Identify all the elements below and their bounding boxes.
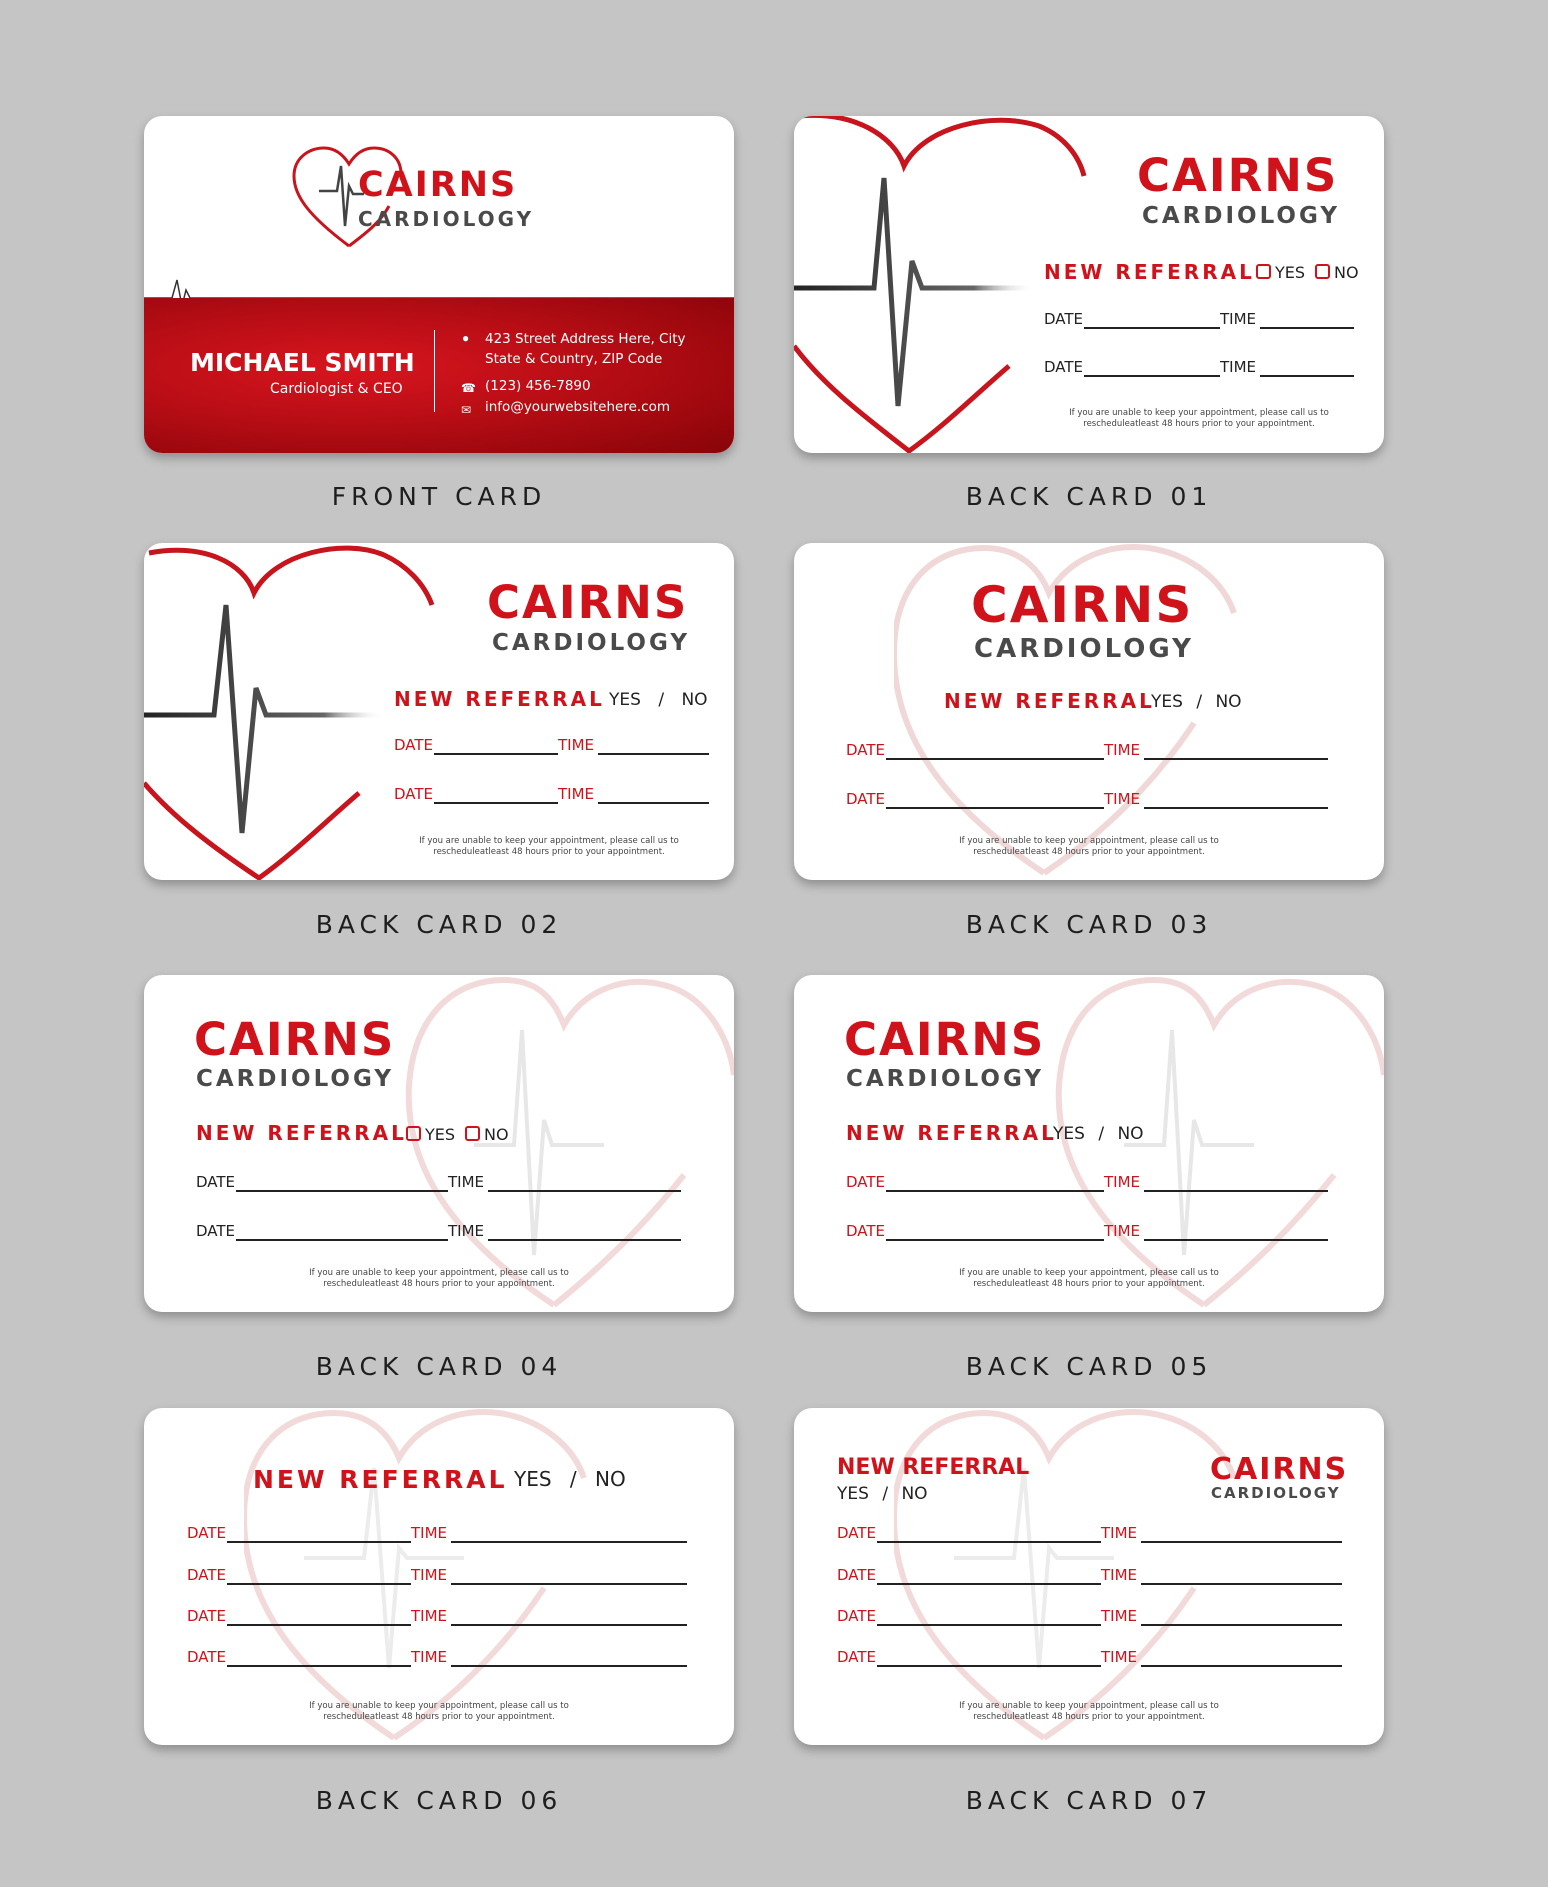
time-line[interactable] [488, 1190, 681, 1192]
yes-checkbox[interactable] [1256, 264, 1271, 279]
date-label: DATE [846, 741, 886, 759]
new-referral-title: NEW REFERRAL [944, 689, 1155, 713]
time-line[interactable] [1141, 1583, 1342, 1585]
time-line[interactable] [451, 1541, 687, 1543]
date-line[interactable] [886, 807, 1104, 809]
date-line[interactable] [877, 1583, 1101, 1585]
date-line[interactable] [227, 1541, 411, 1543]
date-label: DATE [837, 1566, 877, 1584]
yes-label: YES [425, 1125, 456, 1144]
time-label: TIME [411, 1648, 448, 1666]
brand-cairns: CAIRNS [487, 576, 689, 629]
new-referral-title: NEW REFERRAL [394, 687, 605, 711]
brand-cairns: CAIRNS [194, 1013, 396, 1066]
time-label: TIME [1101, 1607, 1138, 1625]
date-time-row [837, 1526, 1342, 1546]
time-label: TIME [1101, 1566, 1138, 1584]
label-back-card-04: BACK CARD 04 [315, 1352, 563, 1381]
back-card-05 [794, 975, 1384, 1312]
date-label: DATE [187, 1524, 227, 1542]
date-label: DATE [1044, 358, 1084, 376]
brand-cairns: CAIRNS [1210, 1452, 1349, 1487]
phone-number: (123) 456-7890 [485, 378, 591, 394]
label-front-card: FRONT CARD [331, 482, 547, 511]
label-back-card-06: BACK CARD 06 [315, 1786, 563, 1815]
time-line[interactable] [1260, 327, 1354, 329]
person-role: Cardiologist & CEO [270, 381, 403, 397]
time-line[interactable] [598, 802, 709, 804]
address-line-2: State & Country, ZIP Code [485, 351, 663, 367]
time-label: TIME [1104, 741, 1141, 759]
note-line-2: rescheduleatleast 48 hours prior to your appointment. [1083, 419, 1315, 429]
back-card-06 [144, 1408, 734, 1745]
date-label: DATE [187, 1607, 227, 1625]
yes-label[interactable]: YES [1053, 1124, 1085, 1144]
new-referral-title: NEW REFERRAL [1044, 260, 1255, 284]
yes-checkbox[interactable] [406, 1126, 421, 1141]
brand-cardiology: CARDIOLOGY [1142, 203, 1341, 229]
yes-no-options [609, 692, 708, 709]
appointment-note [1014, 408, 1384, 430]
back-card-04 [144, 975, 734, 1312]
brand-cairns: CAIRNS [844, 1013, 1046, 1066]
date-line[interactable] [1084, 327, 1220, 329]
date-time-row [846, 743, 1328, 763]
slash: / [658, 690, 665, 710]
vertical-divider [434, 330, 435, 412]
date-line[interactable] [227, 1583, 411, 1585]
no-label[interactable]: NO [1215, 692, 1242, 712]
time-label: TIME [558, 736, 595, 754]
front-card [144, 116, 734, 453]
time-line[interactable] [1144, 1239, 1328, 1241]
time-line[interactable] [488, 1239, 681, 1241]
date-time-row [846, 1224, 1328, 1244]
time-label: TIME [1101, 1648, 1138, 1666]
slash: / [882, 1484, 889, 1504]
time-line[interactable] [598, 753, 709, 755]
time-label: TIME [411, 1524, 448, 1542]
yes-label[interactable]: YES [1151, 692, 1183, 712]
time-line[interactable] [451, 1665, 687, 1667]
time-line[interactable] [1144, 807, 1328, 809]
date-label: DATE [187, 1566, 227, 1584]
back-card-07 [794, 1408, 1384, 1745]
date-time-row [1044, 312, 1354, 332]
yes-label[interactable]: YES [837, 1484, 869, 1504]
date-time-row [394, 787, 709, 807]
phone-icon: ☎ [461, 381, 476, 395]
yes-no-options [1053, 1126, 1144, 1143]
no-label[interactable]: NO [681, 690, 708, 710]
date-line[interactable] [886, 758, 1104, 760]
slash: / [1196, 692, 1203, 712]
date-time-row [1044, 360, 1354, 380]
label-back-card-05: BACK CARD 05 [965, 1352, 1213, 1381]
time-label: TIME [1104, 1222, 1141, 1240]
time-label: TIME [448, 1173, 485, 1191]
no-label[interactable]: NO [901, 1484, 928, 1504]
person-name: MICHAEL SMITH [190, 348, 415, 377]
date-label: DATE [196, 1222, 236, 1240]
no-label[interactable]: NO [595, 1467, 626, 1491]
date-label: DATE [187, 1648, 227, 1666]
date-line[interactable] [434, 753, 558, 755]
yes-no-options [1151, 694, 1242, 711]
label-back-card-02: BACK CARD 02 [315, 910, 563, 939]
time-label: TIME [1220, 358, 1257, 376]
slash: / [569, 1467, 577, 1491]
time-line[interactable] [451, 1583, 687, 1585]
date-label: DATE [394, 736, 434, 754]
brand-cardiology: CARDIOLOGY [1211, 1484, 1341, 1502]
date-label: DATE [837, 1607, 877, 1625]
date-line[interactable] [236, 1239, 448, 1241]
email-icon: ✉ [461, 403, 472, 417]
label-back-card-01: BACK CARD 01 [965, 482, 1213, 511]
appointment-note [364, 836, 734, 858]
time-line[interactable] [451, 1624, 687, 1626]
slash: / [1098, 1124, 1105, 1144]
note-line-1: If you are unable to keep your appointment, please call us to [1069, 408, 1329, 418]
location-pin-icon: ● [462, 331, 470, 345]
appointment-note [254, 1701, 624, 1723]
note-line-2: rescheduleatleast 48 hours prior to your appointment. [433, 847, 665, 857]
date-line[interactable] [886, 1239, 1104, 1241]
note-line-1: If you are unable to keep your appointment, please call us to [959, 1701, 1219, 1711]
brand-cairns: CAIRNS [358, 165, 518, 205]
date-line[interactable] [877, 1665, 1101, 1667]
new-referral-title: NEW REFERRAL [837, 1455, 1030, 1480]
date-time-row [837, 1568, 1342, 1588]
date-label: DATE [394, 785, 434, 803]
date-time-row [837, 1609, 1342, 1629]
no-label: NO [484, 1125, 509, 1144]
date-label: DATE [837, 1648, 877, 1666]
date-time-row [187, 1568, 687, 1588]
time-line[interactable] [1141, 1624, 1342, 1626]
time-line[interactable] [1144, 758, 1328, 760]
heart-graphic-icon [144, 543, 444, 880]
no-label[interactable]: NO [1117, 1124, 1144, 1144]
brand-cairns: CAIRNS [1137, 149, 1339, 202]
note-line-2: rescheduleatleast 48 hours prior to your appointment. [323, 1712, 555, 1722]
date-time-row [196, 1175, 681, 1195]
date-label: DATE [837, 1524, 877, 1542]
yes-no-options [514, 1469, 626, 1489]
date-line[interactable] [434, 802, 558, 804]
time-label: TIME [1104, 790, 1141, 808]
brand-cardiology: CARDIOLOGY [846, 1066, 1045, 1092]
date-time-row [196, 1224, 681, 1244]
date-line[interactable] [877, 1541, 1101, 1543]
date-time-row [187, 1609, 687, 1629]
appointment-note [904, 1701, 1274, 1723]
brand-cairns: CAIRNS [971, 576, 1194, 634]
yes-label[interactable]: YES [609, 690, 641, 710]
time-line[interactable] [1144, 1190, 1328, 1192]
appointment-note [904, 1268, 1274, 1290]
yes-no-options [396, 1126, 509, 1143]
time-label: TIME [411, 1566, 448, 1584]
time-label: TIME [1104, 1173, 1141, 1191]
back-card-01 [794, 116, 1384, 453]
heart-graphic-icon [794, 116, 1094, 453]
date-time-row [837, 1650, 1342, 1670]
appointment-note [254, 1268, 624, 1290]
date-time-row [187, 1526, 687, 1546]
note-line-1: If you are unable to keep your appointment, please call us to [309, 1701, 569, 1711]
yes-no-options [837, 1486, 928, 1503]
time-line[interactable] [1141, 1665, 1342, 1667]
time-label: TIME [448, 1222, 485, 1240]
no-checkbox[interactable] [465, 1126, 480, 1141]
time-label: TIME [1220, 310, 1257, 328]
date-line[interactable] [236, 1190, 448, 1192]
date-line[interactable] [877, 1624, 1101, 1626]
date-label: DATE [1044, 310, 1084, 328]
brand-cardiology: CARDIOLOGY [492, 630, 691, 656]
time-line[interactable] [1260, 375, 1354, 377]
date-time-row [187, 1650, 687, 1670]
yes-no-options [1246, 264, 1359, 281]
note-line-2: rescheduleatleast 48 hours prior to your appointment. [973, 847, 1205, 857]
back-card-02 [144, 543, 734, 880]
date-time-row [846, 1175, 1328, 1195]
new-referral-title: NEW REFERRAL [196, 1121, 407, 1145]
date-time-row [846, 792, 1328, 812]
note-line-1: If you are unable to keep your appointment, please call us to [309, 1268, 569, 1278]
new-referral-title: NEW REFERRAL [846, 1121, 1057, 1145]
yes-label[interactable]: YES [514, 1467, 552, 1491]
time-label: TIME [1101, 1524, 1138, 1542]
date-line[interactable] [227, 1665, 411, 1667]
new-referral-title: NEW REFERRAL [253, 1465, 508, 1494]
brand-cardiology: CARDIOLOGY [358, 207, 535, 231]
note-line-1: If you are unable to keep your appointment, please call us to [959, 836, 1219, 846]
date-label: DATE [846, 1173, 886, 1191]
date-line[interactable] [886, 1190, 1104, 1192]
note-line-2: rescheduleatleast 48 hours prior to your appointment. [323, 1279, 555, 1289]
date-label: DATE [846, 1222, 886, 1240]
time-line[interactable] [1141, 1541, 1342, 1543]
date-time-row [394, 738, 709, 758]
date-line[interactable] [227, 1624, 411, 1626]
label-back-card-07: BACK CARD 07 [965, 1786, 1213, 1815]
address-line-1: 423 Street Address Here, City [485, 331, 686, 347]
yes-label: YES [1275, 263, 1306, 282]
back-card-03 [794, 543, 1384, 880]
note-line-2: rescheduleatleast 48 hours prior to your appointment. [973, 1279, 1205, 1289]
date-line[interactable] [1084, 375, 1220, 377]
note-line-1: If you are unable to keep your appointment, please call us to [419, 836, 679, 846]
brand-cardiology: CARDIOLOGY [974, 634, 1194, 664]
time-label: TIME [558, 785, 595, 803]
note-line-1: If you are unable to keep your appointment, please call us to [959, 1268, 1219, 1278]
no-label: NO [1334, 263, 1359, 282]
date-label: DATE [846, 790, 886, 808]
no-checkbox[interactable] [1315, 264, 1330, 279]
email-address: info@yourwebsitehere.com [485, 399, 671, 415]
date-label: DATE [196, 1173, 236, 1191]
time-label: TIME [411, 1607, 448, 1625]
brand-cardiology: CARDIOLOGY [196, 1066, 395, 1092]
label-back-card-03: BACK CARD 03 [965, 910, 1213, 939]
note-line-2: rescheduleatleast 48 hours prior to your appointment. [973, 1712, 1205, 1722]
appointment-note [904, 836, 1274, 858]
